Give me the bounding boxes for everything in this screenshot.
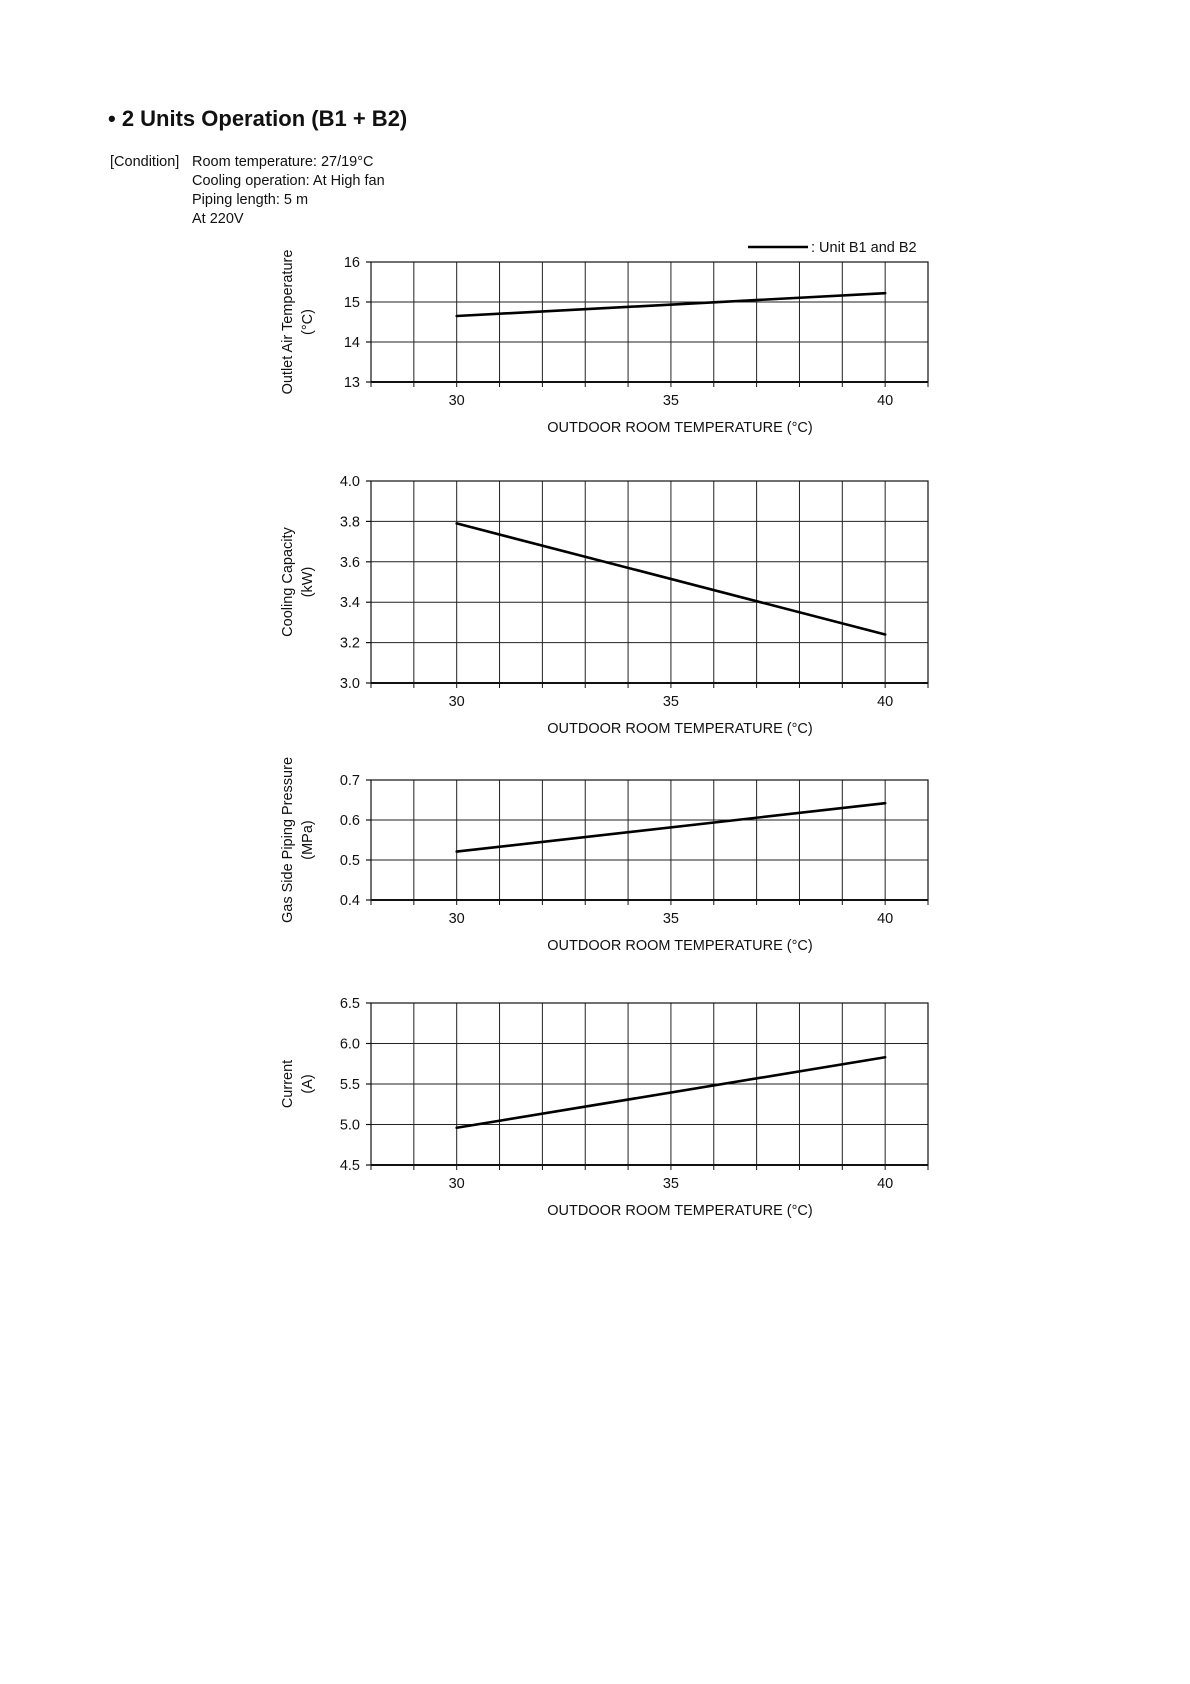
condition-line: Cooling operation: At High fan [192, 173, 385, 189]
y-axis-unit: (°C) [300, 309, 316, 335]
x-tick-label: 35 [662, 393, 679, 409]
x-axis-label: OUTDOOR ROOM TEMPERATURE (°C) [547, 721, 813, 737]
y-tick-label: 4.5 [339, 1158, 360, 1174]
y-axis-label: Gas Side Piping Pressure [280, 756, 296, 924]
y-tick-label: 3.6 [339, 554, 360, 571]
legend [748, 240, 917, 256]
plot-frame [371, 780, 928, 900]
y-axis-label: Outlet Air Temperature [280, 249, 296, 395]
legend-label: : Unit B1 and B2 [811, 240, 917, 256]
y-tick-label: 6.0 [339, 1036, 360, 1053]
condition-label: [Condition] [110, 154, 180, 170]
x-axis-label: OUTDOOR ROOM TEMPERATURE (°C) [547, 1203, 813, 1219]
chart-2 [280, 474, 928, 737]
y-tick-label: 0.4 [339, 893, 360, 909]
x-tick-label: 35 [662, 694, 679, 710]
y-axis-label: Current [280, 1059, 296, 1109]
y-tick-label: 3.4 [339, 595, 360, 612]
y-tick-label: 3.8 [339, 514, 360, 531]
y-tick-label: 3.0 [339, 676, 360, 692]
y-tick-label: 6.5 [339, 996, 360, 1012]
chart-3 [280, 757, 928, 954]
condition-line: At 220V [192, 211, 244, 227]
y-tick-label: 16 [343, 255, 360, 271]
y-tick-label: 0.6 [339, 813, 360, 829]
plot-frame [371, 481, 928, 683]
y-tick-label: 3.2 [339, 635, 360, 652]
x-axis-label: OUTDOOR ROOM TEMPERATURE (°C) [547, 420, 813, 436]
condition-line: Room temperature: 27/19°C [192, 154, 374, 170]
y-tick-label: 15 [343, 295, 360, 311]
y-axis-unit: (MPa) [300, 820, 316, 860]
page-title: • 2 Units Operation (B1 + B2) [108, 106, 408, 131]
x-axis-label: OUTDOOR ROOM TEMPERATURE (°C) [547, 938, 813, 954]
chart-4 [280, 996, 928, 1219]
x-tick-label: 40 [877, 393, 894, 409]
y-tick-label: 5.0 [339, 1117, 360, 1134]
y-tick-label: 0.5 [339, 853, 360, 869]
x-tick-label: 35 [662, 911, 679, 927]
condition-line: Piping length: 5 m [192, 192, 309, 208]
y-axis-unit: (kW) [300, 566, 316, 598]
chart-1 [280, 250, 928, 436]
y-axis-label: Cooling Capacity [280, 527, 296, 637]
y-tick-label: 5.5 [339, 1077, 360, 1093]
y-tick-label: 14 [343, 335, 360, 351]
y-tick-label: 4.0 [339, 474, 360, 490]
plot-frame [371, 262, 928, 382]
y-axis-unit: (A) [300, 1074, 316, 1094]
x-tick-label: 40 [877, 694, 894, 710]
x-tick-label: 40 [877, 911, 894, 927]
x-tick-label: 40 [877, 1176, 894, 1192]
y-tick-label: 13 [343, 375, 360, 391]
x-tick-label: 35 [662, 1176, 679, 1192]
x-tick-label: 30 [448, 694, 465, 710]
y-tick-label: 0.7 [339, 773, 360, 789]
x-tick-label: 30 [448, 911, 465, 927]
x-tick-label: 30 [448, 1176, 465, 1192]
x-tick-label: 30 [448, 393, 465, 409]
